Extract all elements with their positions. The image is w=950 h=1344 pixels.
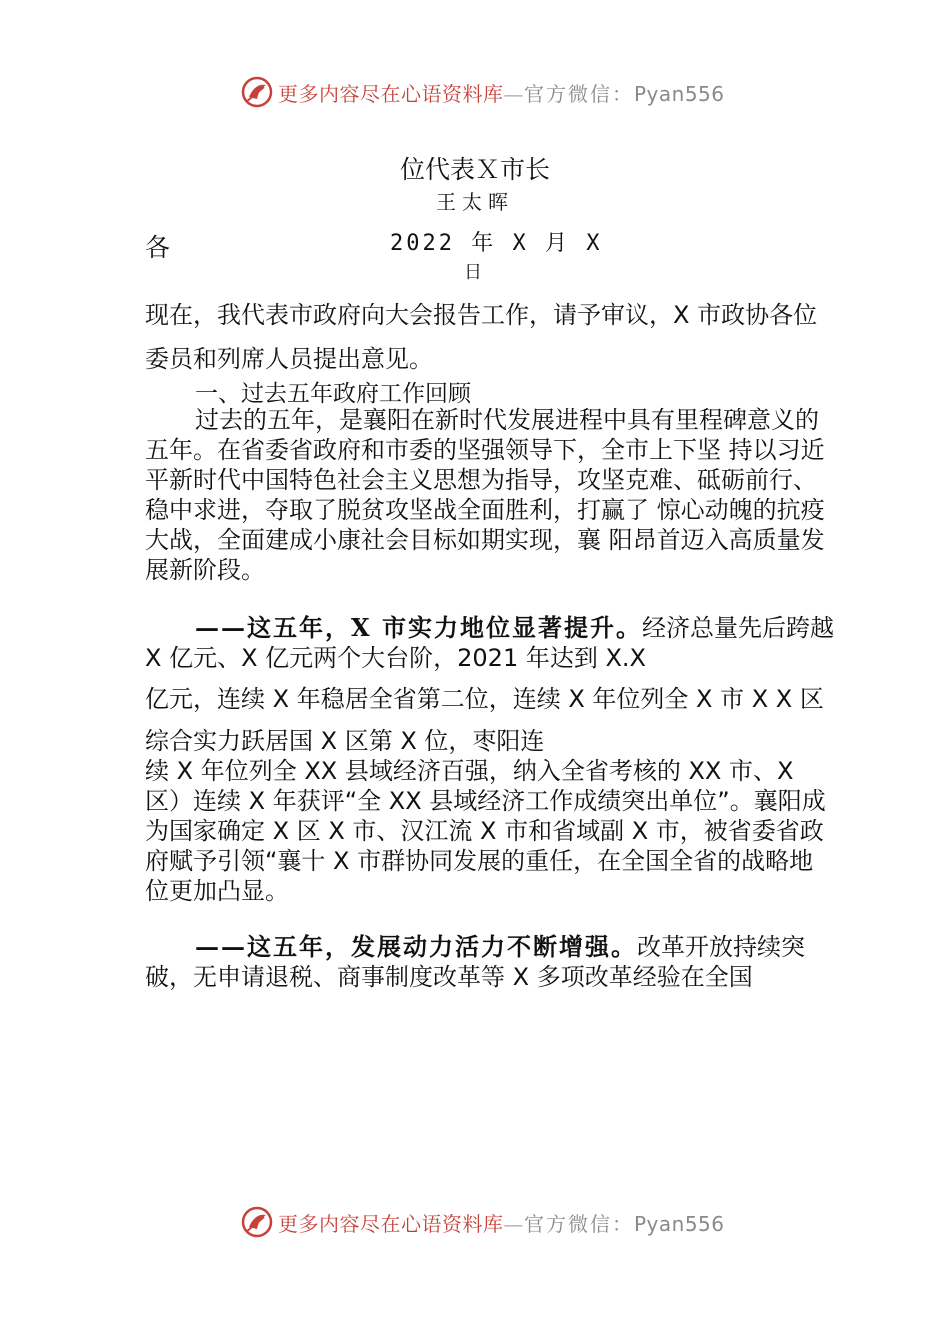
watermark-footer: [240, 1204, 740, 1240]
paragraph-intro: 现在，我代表市政府向大会报告工作，请予审议，X 市政协各位委员和列席人员提出意见。: [145, 301, 818, 373]
doc-date: 2022 年 X 月 X: [390, 231, 603, 256]
brand-logo-icon: [240, 1205, 274, 1239]
doc-author: 王太晖: [436, 190, 514, 214]
paragraph-strength-text: 经济总量先后跨越 X 亿元、X 亿元两个大台阶，2021 年达到 X.X: [145, 614, 834, 672]
paragraph-dynamics-text: 改革开放持续突破，无申请退税、商事制度改革等 X 多项改革经验在全国: [145, 933, 805, 991]
paragraph-strength-end: 续 X 年位列全 XX 县域经济百强，纳入全省考核的 XX 市、X 区）连续 X 年获评“全 XX 县域经济工作成绩突出单位”。襄阳成为国家确定 X 区 X 市、汉江流 X 市和省域副 X 市，被省委省政府赋予引领“襄十 X 市群协同发展的重任，在全国全省的战略地位更加凸显。: [145, 757, 826, 905]
brand-logo-icon: [240, 75, 274, 109]
paragraph-strength-middle: 亿元，连续 X 年稳居全省第二位，连续 X 年位列全 X 市 X X 区综合实力跃居国 X 区第 X 位，枣阳连: [145, 685, 824, 755]
watermark-brand: 更多内容尽在心语资料库: [278, 81, 504, 106]
section-heading-1: 一、过去五年政府工作回顾: [195, 381, 471, 407]
paragraph-dynamics-lead: ——这五年，发展动力活力不断增强。: [195, 932, 637, 961]
paragraph-strength-lead: ——这五年，X 市实力地位显著提升。: [195, 613, 642, 642]
doc-greeting: 各: [145, 233, 171, 262]
paragraph-review: 过去的五年，是襄阳在新时代发展进程中具有里程碑意义的五年。在省委省政府和市委的坚强领导下，全市上下坚 持以习近平新时代中国特色社会主义思想为指导，攻坚克难、砥砺前行、稳中求进，夺取了脱贫攻坚战全面胜利，打赢了 惊心动魄的抗疫大战，全面建成小康社会目标如期实现，襄 阳昂首迈入高质量发展新阶段。: [145, 406, 825, 584]
watermark-official: 官方微信：: [524, 1211, 634, 1236]
watermark-official: 官方微信：: [524, 81, 634, 106]
doc-title: 位代表Ｘ市长: [399, 155, 550, 184]
watermark-wechat-id: Pyan556: [634, 1211, 725, 1236]
watermark-separator: —: [503, 81, 524, 106]
doc-date-day: 日: [464, 262, 482, 283]
watermark-brand: 更多内容尽在心语资料库: [278, 1211, 504, 1236]
paragraph-dynamics: [145, 932, 835, 992]
watermark-separator: —: [503, 1211, 524, 1236]
watermark-wechat-id: Pyan556: [634, 81, 725, 106]
paragraph-strength-start: [145, 613, 835, 673]
watermark-header: [240, 74, 740, 110]
